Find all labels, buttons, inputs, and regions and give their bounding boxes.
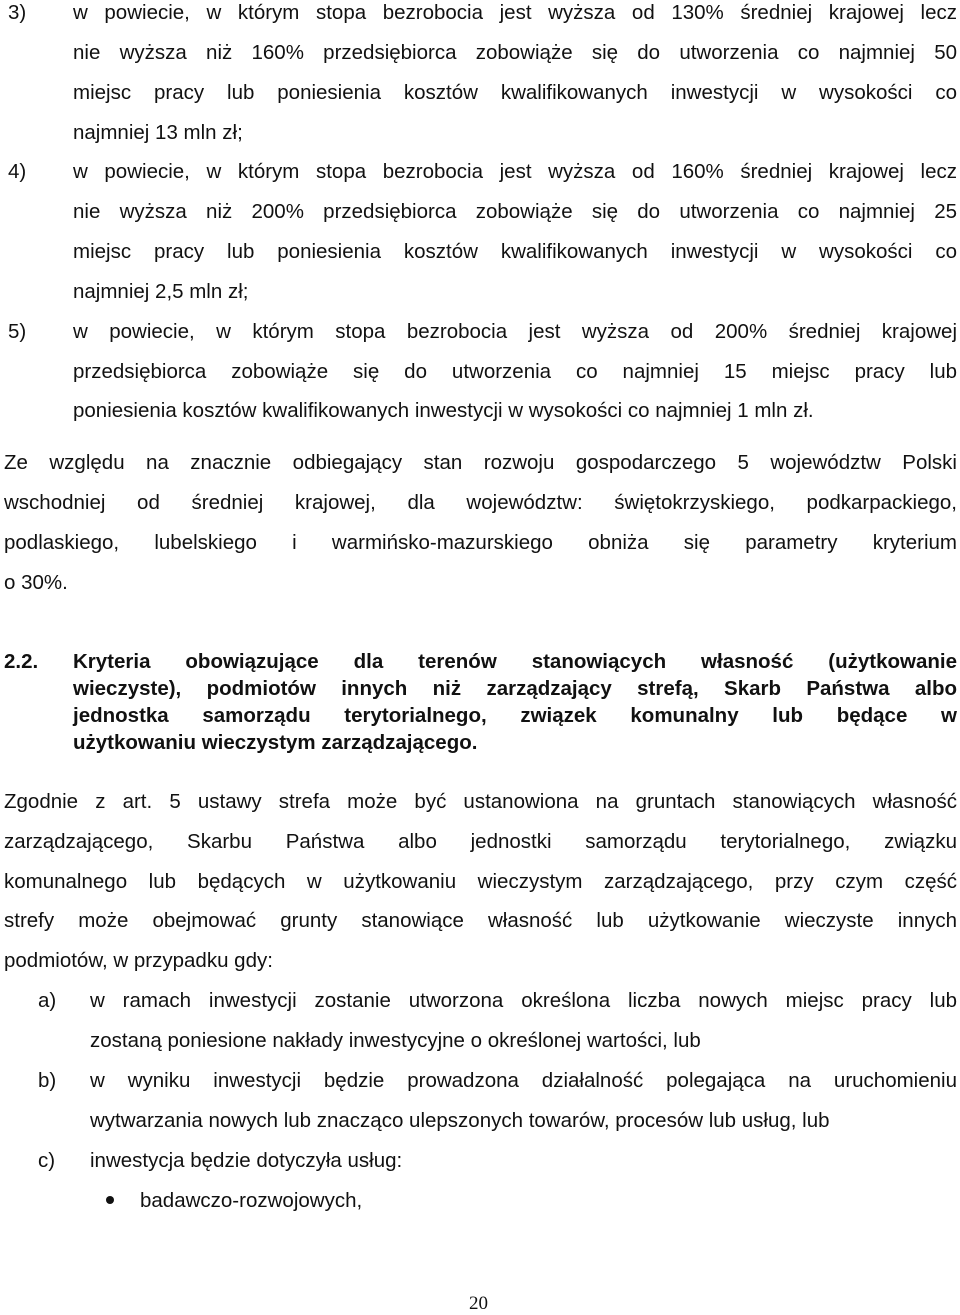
text-line: podlaskiego, lubelskiego i warmińsko-mazurskiego obniża się parametry kryterium [4,531,957,554]
text-line: w ramach inwestycji zostanie utworzona określona liczba nowych miejsc pracy lub [90,989,957,1012]
text-line: poniesienia kosztów kwalifikowanych inwestycji w wysokości co najmniej 1 mln zł. [73,399,814,422]
section-title-line: Kryteria obowiązujące dla terenów stanowiących własność (użytkowanie [73,650,957,673]
text-line: miejsc pracy lub poniesienia kosztów kwalifikowanych inwestycji w wysokości co [73,81,957,104]
list-marker: a) [38,989,57,1012]
text-line: nie wyższa niż 200% przedsiębiorca zobowiąże się do utworzenia co najmniej 25 [73,200,957,223]
text-line: strefy może obejmować grunty stanowiące własność lub użytkowanie wieczyste innych [4,909,957,932]
text-line: o 30%. [4,571,68,594]
text-line: komunalnego lub będących w użytkowaniu wieczystym zarządzającego, przy czym część [4,870,957,893]
bullet-icon [106,1196,114,1204]
section-title-line: użytkowaniu wieczystym zarządzającego. [73,731,478,754]
section-title-line: wieczyste), podmiotów innych niż zarządzający strefą, Skarb Państwa albo [73,677,957,700]
page-number: 20 [469,1293,488,1314]
text-line: w powiecie, w którym stopa bezrobocia jest wyższa od 130% średniej krajowej lecz [73,1,957,24]
text-line: nie wyższa niż 160% przedsiębiorca zobowiąże się do utworzenia co najmniej 50 [73,41,957,64]
text-line: najmniej 13 mln zł; [73,121,243,144]
text-line: Ze względu na znacznie odbiegający stan rozwoju gospodarczego 5 województw Polski [4,451,957,474]
list-marker: 5) [8,320,27,343]
list-marker: 4) [8,160,27,183]
list-marker: c) [38,1149,56,1172]
list-marker: 3) [8,1,27,24]
text-line: w wyniku inwestycji będzie prowadzona działalność polegająca na uruchomieniu [90,1069,957,1092]
text-line: przedsiębiorca zobowiąże się do utworzenia co najmniej 15 miejsc pracy lub [73,360,957,383]
text-line: w powiecie, w którym stopa bezrobocia jest wyższa od 160% średniej krajowej lecz [73,160,957,183]
text-line: wschodniej od średniej krajowej, dla województw: świętokrzyskiego, podkarpackiego, [4,491,957,514]
section-title-line: jednostka samorządu terytorialnego, związek komunalny lub będące w [73,704,957,727]
text-line: podmiotów, w przypadku gdy: [4,949,273,972]
list-marker: b) [38,1069,57,1092]
text-line: miejsc pracy lub poniesienia kosztów kwalifikowanych inwestycji w wysokości co [73,240,957,263]
section-number: 2.2. [4,650,39,673]
text-line: wytwarzania nowych lub znacząco ulepszonych towarów, procesów lub usług, lub [90,1109,830,1132]
text-line: badawczo-rozwojowych, [140,1189,363,1212]
text-line: Zgodnie z art. 5 ustawy strefa może być ustanowiona na gruntach stanowiących własność [4,790,957,813]
text-line: najmniej 2,5 mln zł; [73,280,249,303]
text-line: inwestycja będzie dotyczyła usług: [90,1149,403,1172]
text-line: zostaną poniesione nakłady inwestycyjne o określonej wartości, lub [90,1029,701,1052]
text-line: zarządzającego, Skarbu Państwa albo jednostki samorządu terytorialnego, związku [4,830,957,853]
text-line: w powiecie, w którym stopa bezrobocia jest wyższa od 200% średniej krajowej [73,320,957,343]
